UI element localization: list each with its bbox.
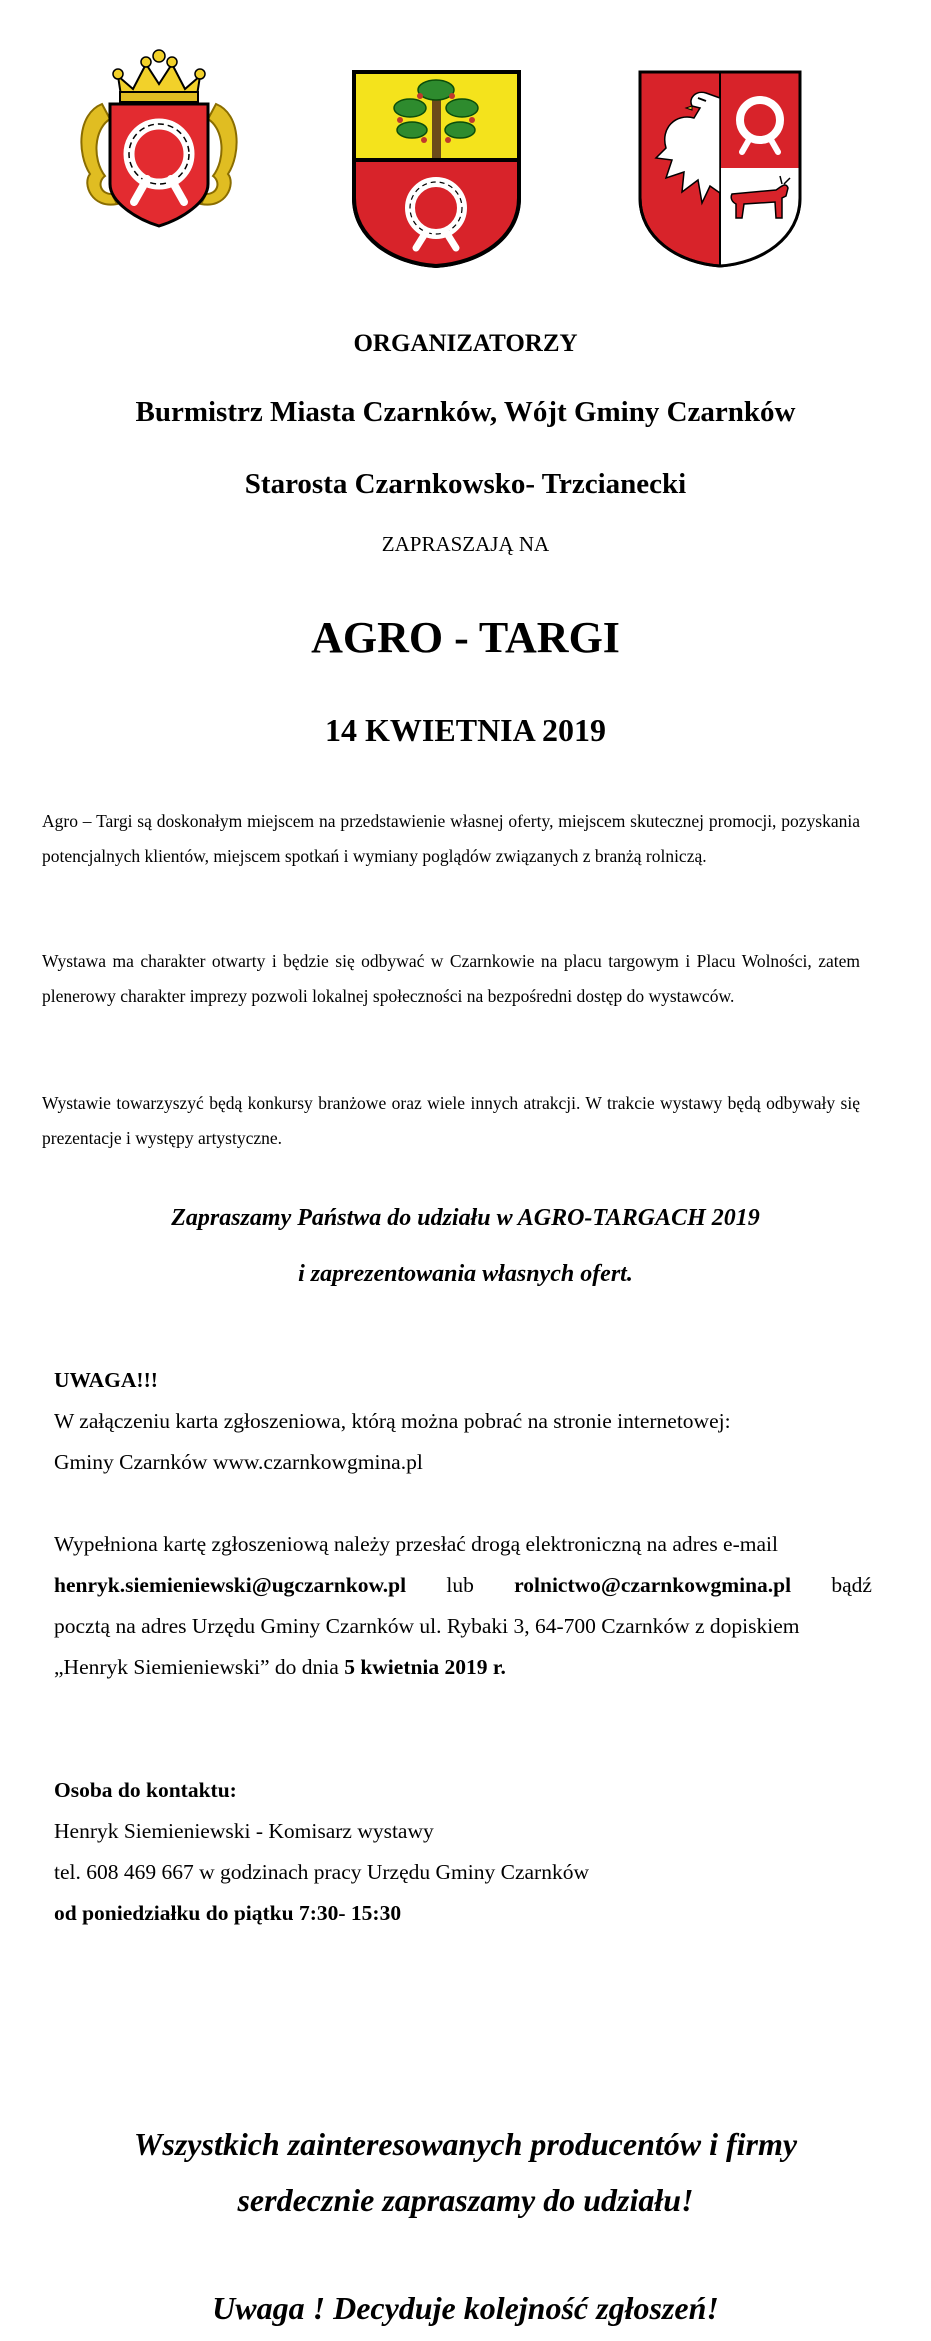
intro-paragraph-1: Agro – Targi są doskonałym miejscem na przedstawienie własnej oferty, miejscem skutecznej promocji, pozyskania potencjalnych klientów, miejscem spotkań i wymiany poglądów związanych z branżą rolniczą.: [42, 811, 860, 866]
invite-text: ZAPRASZAJĄ NA: [381, 532, 550, 556]
closing-line-1: Zapraszamy Państwa do udziału w AGRO-TARGACH 2019: [171, 1205, 760, 1231]
form-info-or-2: bądź: [831, 1573, 872, 1597]
organizers-label: ORGANIZATORZY: [353, 330, 578, 357]
email-link-2[interactable]: rolnictwo@czarnkowgmina.pl: [514, 1573, 792, 1597]
notice-heading: UWAGA!!!: [54, 1368, 158, 1392]
contact-heading: Osoba do kontaktu:: [54, 1778, 237, 1802]
organizers-line1: Burmistrz Miasta Czarnków, Wójt Gminy Czarnków: [135, 396, 796, 428]
form-info-line-1: Wypełniona kartę zgłoszeniową należy przesłać drogą elektroniczną na adres e-mail: [54, 1532, 778, 1556]
intro-paragraph-2: Wystawa ma charakter otwarty i będzie się odbywać w Czarnkowie na placu targowym i Placu Wolności, zatem plenerowy charakter imprezy pozwoli lokalnej społeczności na bezpośredni dostęp do wystawców.: [42, 951, 860, 1006]
czarnkow-town-crest-icon: [72, 34, 246, 230]
deadline: 5 kwietnia 2019 r.: [344, 1655, 506, 1679]
organizers-line2: Starosta Czarnkowsko- Trzcianecki: [244, 468, 687, 500]
form-info-block: [54, 1524, 872, 1688]
final-line-3: Uwaga ! Decyduje kolejność zgłoszeń!: [212, 2290, 719, 2326]
final-line-2: serdecznie zapraszamy do udziału!: [237, 2182, 694, 2218]
notice-line-2-prefix: Gminy Czarnków: [54, 1450, 213, 1474]
notice-line-1: W załączeniu karta zgłoszeniowa, którą można pobrać na stronie internetowej:: [54, 1409, 731, 1433]
contact-hours: od poniedziałku do piątku 7:30- 15:30: [54, 1901, 402, 1925]
form-info-or: lub: [446, 1573, 474, 1597]
form-info-line-2: [54, 1565, 872, 1606]
event-title: AGRO - TARGI: [311, 613, 620, 662]
website-link[interactable]: www.czarnkowgmina.pl: [212, 1450, 423, 1474]
crests-row: [0, 0, 931, 290]
contact-person: Henryk Siemieniewski - Komisarz wystawy: [54, 1819, 434, 1843]
form-info-line-4: [54, 1647, 872, 1688]
closing-line-2: i zaprezentowania własnych ofert.: [298, 1261, 633, 1287]
contact-block: [54, 1770, 872, 1934]
form-info-line-3: pocztą na adres Urzędu Gminy Czarnków ul. Rybaki 3, 64-700 Czarnków z dopiskiem: [54, 1614, 800, 1638]
intro-paragraph-3: Wystawie towarzyszyć będą konkursy branżowe oraz wiele innych atrakcji. W trakcie wystawy będą odbywały się prezentacje i występy artystyczne.: [42, 1093, 860, 1148]
notice-line-2: [54, 1442, 872, 1483]
event-date: 14 KWIETNIA 2019: [325, 712, 606, 748]
czarnkow-trzcianka-county-crest-icon: [636, 68, 804, 270]
final-line-1: Wszystkich zainteresowanych producentów i firmy: [133, 2126, 798, 2162]
form-info-line-4-prefix: „Henryk Siemieniewski” do dnia: [54, 1655, 345, 1679]
czarnkow-commune-crest-icon: [350, 68, 523, 270]
notice-block: [54, 1360, 872, 1483]
contact-phone: tel. 608 469 667 w godzinach pracy Urzędu Gminy Czarnków: [54, 1860, 589, 1884]
closing-invitation: [0, 1190, 931, 1302]
email-link-1[interactable]: henryk.siemieniewski@ugczarnkow.pl: [54, 1573, 407, 1597]
